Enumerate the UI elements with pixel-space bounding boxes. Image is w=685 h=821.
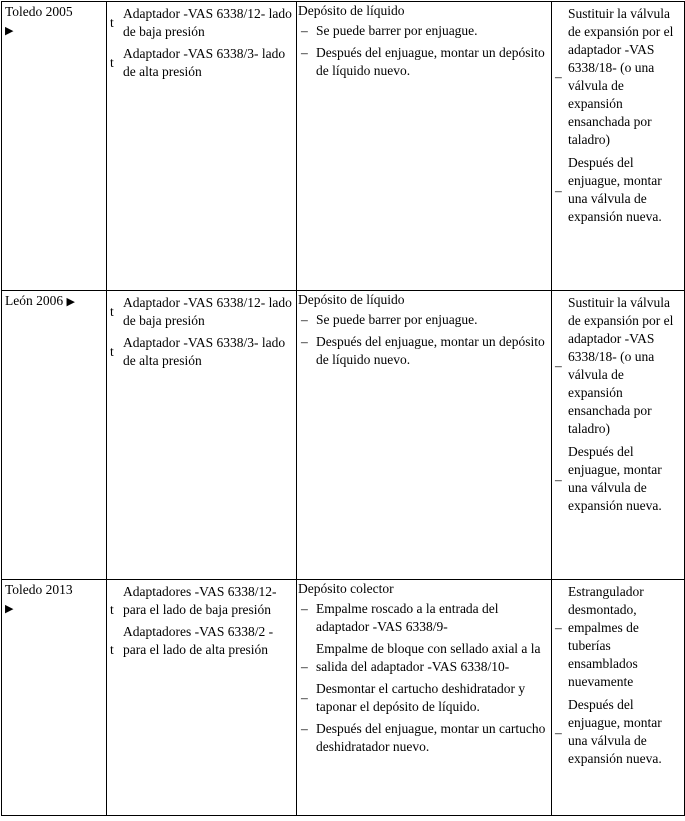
step-text: Desmontar el cartucho deshidratador y taponar el depósito de líquido.: [316, 681, 526, 714]
remarks-list: [552, 583, 684, 768]
tool-text: Adaptador -VAS 6338/12- lado de baja presión: [123, 295, 292, 328]
list-item: [297, 720, 551, 756]
model-cell: [2, 291, 107, 580]
remarks-list: [552, 294, 684, 515]
list-item: [552, 583, 684, 691]
dash-icon: –: [555, 358, 562, 373]
arrow-right-icon[interactable]: ▶: [5, 603, 14, 615]
model-name: León 2006: [5, 293, 64, 308]
list-item: [297, 44, 551, 80]
list-item: [297, 22, 551, 40]
dash-icon: –: [301, 312, 308, 327]
dash-icon: –: [555, 725, 562, 740]
list-item: [107, 5, 296, 41]
arrow-right-icon[interactable]: ▶: [66, 296, 75, 308]
remark-text: Sustituir la válvula de expansión por el adaptador -VAS 6338/18- (o una válvula de expansión ensanchada por taladro): [568, 6, 674, 147]
bullet-icon: t: [110, 602, 114, 617]
step-text: Empalme roscado a la entrada del adaptador -VAS 6338/9-: [316, 601, 499, 634]
dash-icon: –: [301, 690, 308, 705]
bullet-icon: t: [110, 304, 114, 319]
remark-text: Después del enjuague, montar una válvula de expansión nueva.: [568, 444, 662, 513]
list-item: [552, 5, 684, 149]
bullet-icon: t: [110, 55, 114, 70]
dash-icon: –: [301, 601, 308, 616]
list-item: [552, 443, 684, 515]
step-text: Se puede barrer por enjuague.: [316, 23, 478, 38]
dash-icon: –: [555, 620, 562, 635]
tool-text: Adaptadores -VAS 6338/2 - para el lado de alta presión: [123, 624, 274, 657]
component-title: Depósito colector: [298, 581, 394, 596]
tools-list: [107, 583, 296, 659]
remark-text: Sustituir la válvula de expansión por el adaptador -VAS 6338/18- (o una válvula de expansión ensanchada por taladro): [568, 295, 674, 436]
step-text: Se puede barrer por enjuague.: [316, 312, 478, 327]
tool-text: Adaptador -VAS 6338/3- lado de alta presión: [123, 46, 286, 79]
remark-text: Estrangulador desmontado, empalmes de tuberías ensamblados nuevamente: [568, 584, 644, 689]
step-text: Empalme de bloque con sellado axial a la salida del adaptador -VAS 6338/10-: [316, 641, 541, 674]
step-text: Después del enjuague, montar un depósito de líquido nuevo.: [316, 45, 545, 78]
bullet-icon: t: [110, 642, 114, 657]
dash-icon: –: [301, 721, 308, 736]
remarks-cell: [552, 291, 685, 580]
steps-list: [297, 311, 551, 369]
list-item: [107, 623, 296, 659]
component-title: Depósito de líquido: [298, 3, 405, 18]
arrow-right-icon[interactable]: ▶: [5, 25, 14, 37]
steps-cell: [297, 291, 552, 580]
step-text: Después del enjuague, montar un depósito de líquido nuevo.: [316, 334, 545, 367]
procedure-table: [1, 1, 685, 816]
dash-icon: –: [301, 334, 308, 349]
tool-text: Adaptador -VAS 6338/3- lado de alta presión: [123, 335, 286, 368]
tools-list: [107, 5, 296, 81]
list-item: [552, 696, 684, 768]
steps-list: [297, 600, 551, 756]
model-cell: [2, 580, 107, 816]
bullet-icon: t: [110, 344, 114, 359]
tools-list: [107, 294, 296, 370]
dash-icon: –: [301, 659, 308, 674]
steps-cell: [297, 580, 552, 816]
tools-cell: [107, 2, 297, 291]
steps-cell: [297, 2, 552, 291]
dash-icon: –: [301, 45, 308, 60]
list-item: [552, 294, 684, 438]
list-item: [297, 311, 551, 329]
list-item: [297, 333, 551, 369]
tools-cell: [107, 580, 297, 816]
model-name: Toledo 2013: [5, 582, 73, 597]
dash-icon: –: [555, 183, 562, 198]
tool-text: Adaptador -VAS 6338/12- lado de baja presión: [123, 6, 292, 39]
remarks-cell: [552, 2, 685, 291]
table-row: [2, 580, 685, 816]
model-cell: [2, 2, 107, 291]
dash-icon: –: [555, 69, 562, 84]
remarks-cell: [552, 580, 685, 816]
model-name: Toledo 2005: [5, 4, 73, 19]
tool-text: Adaptadores -VAS 6338/12- para el lado de baja presión: [123, 584, 277, 617]
list-item: [107, 294, 296, 330]
steps-list: [297, 22, 551, 80]
list-item: [297, 640, 551, 676]
remark-text: Después del enjuague, montar una válvula de expansión nueva.: [568, 697, 662, 766]
table-row: [2, 291, 685, 580]
list-item: [107, 334, 296, 370]
remarks-list: [552, 5, 684, 226]
tools-cell: [107, 291, 297, 580]
list-item: [297, 600, 551, 636]
remark-text: Después del enjuague, montar una válvula de expansión nueva.: [568, 155, 662, 224]
component-title: Depósito de líquido: [298, 292, 405, 307]
dash-icon: –: [301, 23, 308, 38]
bullet-icon: t: [110, 15, 114, 30]
list-item: [552, 154, 684, 226]
list-item: [107, 45, 296, 81]
list-item: [107, 583, 296, 619]
table-row: [2, 2, 685, 291]
dash-icon: –: [555, 472, 562, 487]
list-item: [297, 680, 551, 716]
step-text: Después del enjuague, montar un cartucho deshidratador nuevo.: [316, 721, 546, 754]
